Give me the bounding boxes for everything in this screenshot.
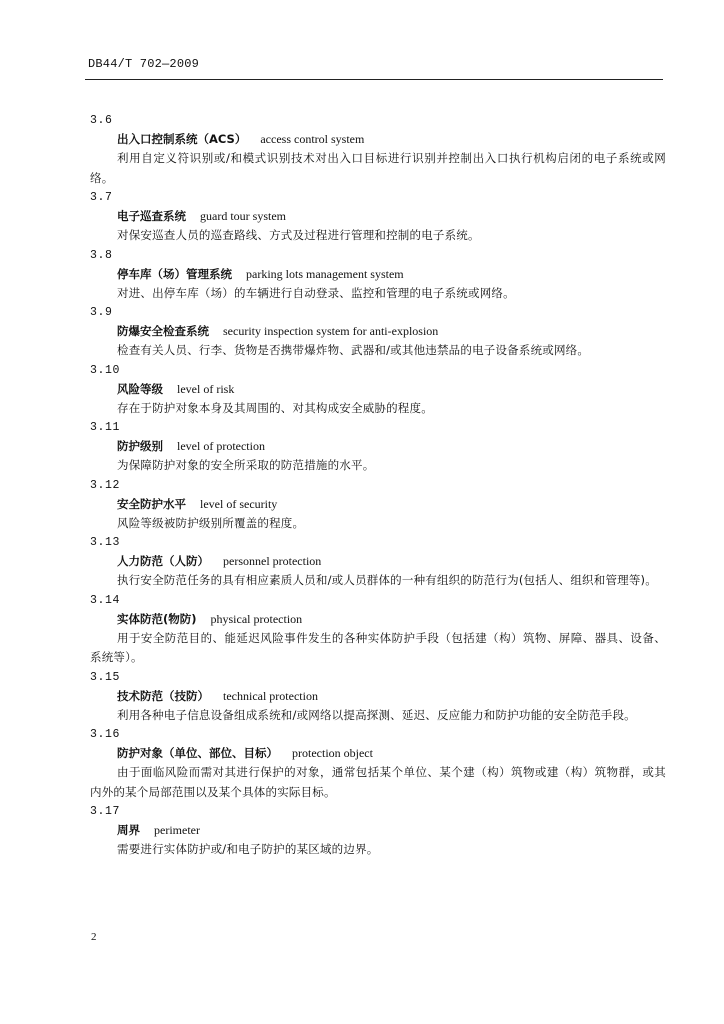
term-entry	[90, 476, 666, 534]
term-definition: 对保安巡查人员的巡查路线、方式及过程进行管理和控制的电子系统。	[117, 228, 480, 242]
term-number: 3.16	[90, 728, 121, 741]
term-number: 3.17	[90, 805, 121, 818]
term-name-zh: 防爆安全检查系统	[117, 324, 209, 338]
terms-list	[90, 111, 666, 860]
term-entry	[90, 246, 666, 304]
term-name-zh: 防护对象（单位、部位、目标）	[117, 746, 278, 760]
term-entry	[90, 533, 666, 591]
term-name-zh: 电子巡查系统	[117, 209, 186, 223]
term-entry	[90, 802, 666, 860]
term-heading	[90, 744, 666, 763]
term-name-en: access control system	[260, 132, 365, 146]
term-definition: 利用各种电子信息设备组成系统和/或网络以提高探测、延迟、反应能力和防护功能的安全防范手段。	[117, 707, 636, 722]
term-number: 3.8	[90, 248, 113, 262]
term-name-en: parking lots management system	[246, 266, 404, 281]
term-name-zh: 实体防范(物防)	[117, 611, 197, 626]
term-name-zh: 周界	[117, 823, 140, 837]
term-number: 3.14	[90, 593, 121, 607]
page-number: 2	[91, 931, 97, 943]
term-heading	[90, 821, 666, 840]
term-entry	[90, 303, 666, 361]
term-heading	[90, 610, 666, 629]
term-heading	[90, 380, 666, 399]
term-name-en: guard tour system	[200, 209, 286, 223]
term-number: 3.12	[90, 478, 121, 492]
term-heading	[90, 495, 666, 514]
term-entry	[90, 418, 666, 476]
term-name-en: security inspection system for anti-explosion	[223, 324, 439, 338]
term-definition: 对进、出停车库（场）的车辆进行自动登录、监控和管理的电子系统或网络。	[117, 285, 515, 300]
term-heading	[90, 437, 666, 456]
term-number: 3.15	[90, 670, 121, 684]
term-name-en: protection object	[292, 746, 373, 760]
term-number: 3.11	[90, 421, 121, 434]
term-name-zh: 人力防范（人防）	[117, 554, 209, 568]
term-number: 3.13	[90, 536, 121, 549]
term-number: 3.6	[90, 114, 113, 127]
term-definition: 执行安全防范任务的具有相应素质人员和/或人员群体的一种有组织的防范行为(包括人、组织和管理等)。	[117, 573, 657, 587]
term-heading	[90, 265, 666, 284]
term-heading	[90, 130, 666, 149]
term-name-en: perimeter	[154, 823, 200, 837]
term-definition: 由于面临风险而需对其进行保护的对象，通常包括某个单位、某个建（构）筑物或建（构）筑物群，或其内外的某个局部范围以及某个具体的实际目标。	[90, 765, 666, 799]
term-name-en: technical protection	[223, 688, 318, 703]
term-entry	[90, 725, 666, 802]
term-name-en: level of risk	[177, 381, 235, 396]
term-definition: 检查有关人员、行李、货物是否携带爆炸物、武器和/或其他违禁品的电子设备系统或网络。	[117, 343, 590, 357]
term-number: 3.9	[90, 306, 113, 319]
term-definition: 风险等级被防护级别所覆盖的程度。	[117, 515, 305, 530]
term-definition: 需要进行实体防护或/和电子防护的某区域的边界。	[117, 842, 379, 856]
document-code: DB44/T 702—2009	[88, 57, 200, 71]
term-entry	[90, 188, 666, 246]
term-name-zh: 停车库（场）管理系统	[117, 266, 232, 281]
term-entry	[90, 668, 666, 726]
term-number: 3.10	[90, 363, 121, 377]
term-number: 3.7	[90, 191, 113, 204]
term-name-en: physical protection	[210, 611, 303, 626]
term-entry	[90, 361, 666, 419]
term-heading	[90, 687, 666, 706]
term-name-en: level of protection	[177, 439, 265, 453]
term-name-zh: 技术防范（技防）	[117, 688, 209, 703]
term-heading	[90, 207, 666, 226]
term-heading	[90, 322, 666, 341]
term-name-zh: 安全防护水平	[117, 496, 186, 511]
term-heading	[90, 552, 666, 571]
term-name-zh: 出入口控制系统（ACS）	[117, 132, 247, 146]
term-entry	[90, 591, 666, 668]
term-name-zh: 防护级别	[117, 439, 163, 453]
term-name-en: personnel protection	[223, 554, 322, 568]
term-name-en: level of security	[200, 496, 278, 511]
term-entry	[90, 111, 666, 188]
term-definition: 利用自定义符识别或/和模式识别技术对出入口目标进行识别并控制出入口执行机构启闭的电子系统或网络。	[90, 151, 666, 185]
term-name-zh: 风险等级	[117, 381, 163, 396]
term-definition: 为保障防护对象的安全所采取的防范措施的水平。	[117, 458, 375, 472]
header-divider	[85, 79, 663, 80]
term-definition: 用于安全防范目的、能延迟风险事件发生的各种实体防护手段（包括建（构）筑物、屏障、器具、设备、系统等）。	[90, 630, 666, 664]
term-definition: 存在于防护对象本身及其周围的、对其构成安全威胁的程度。	[117, 400, 433, 415]
